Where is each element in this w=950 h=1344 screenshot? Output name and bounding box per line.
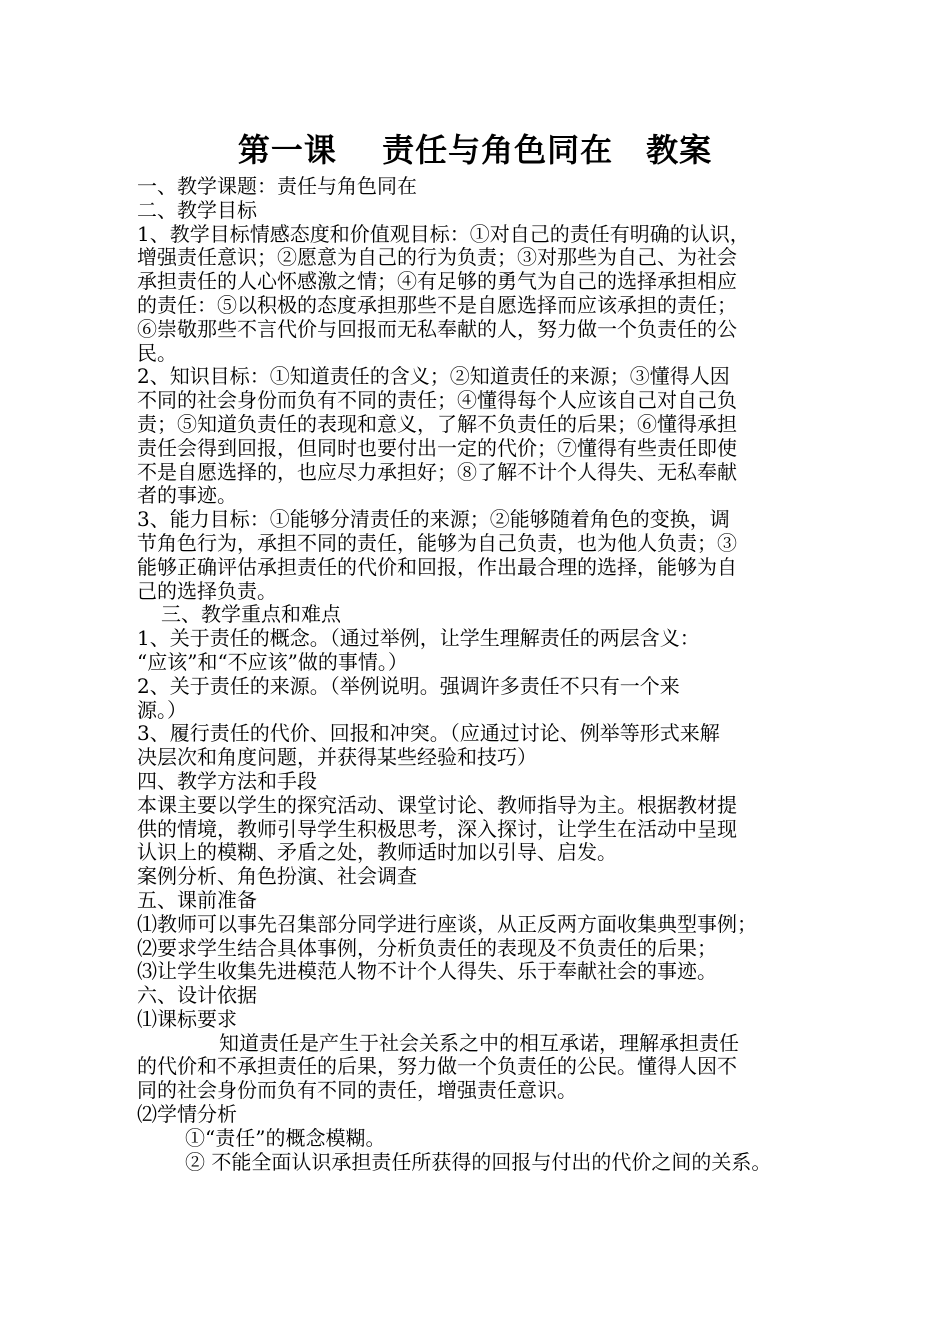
text-line: 2、关于责任的来源。（举例说明。强调许多责任不只有一个来 [137,673,680,698]
text-line: 节角色行为，承担不同的责任，能够为自己负责，也为他人负责；③ [137,530,737,555]
text-line: 2、知识目标：①知道责任的含义；②知道责任的来源；③懂得人因 [137,364,730,389]
text-line: 1、关于责任的概念。（通过举例，让学生理解责任的两层含义： [137,626,700,651]
text-line: 同的社会身份而负有不同的责任，增强责任意识。 [137,1078,577,1103]
text-line: ⑴教师可以事先召集部分同学进行座谈，从正反两方面收集典型事例； [137,911,757,936]
text-line: 决层次和角度问题，并获得某些经验和技巧） [137,745,537,770]
section-heading: 五、课前准备 [137,887,257,912]
text-line: 知道责任是产生于社会关系之中的相互承诺，理解承担责任 [219,1030,739,1055]
page-title: 第一课 责任与角色同在 教案 [237,131,713,169]
text-line: “应该”和“不应该”做的事情。） [137,649,408,674]
subsection-heading: ⑵学情分析 [137,1102,237,1127]
text-line: 责任会得到回报，但同时也要付出一定的代价；⑦懂得有些责任即使 [137,435,737,460]
text-line: 案例分析、角色扮演、社会调查 [137,864,417,889]
section-heading: 一、教学课题：责任与角色同在 [137,174,417,198]
text-line: 的责任：⑤以积极的态度承担那些不是自愿选择而应该承担的责任； [137,292,737,317]
text-line: 本课主要以学生的探究活动、课堂讨论、教师指导为主。根据教材提 [137,792,737,817]
text-line: 3、履行责任的代价、回报和冲突。（应通过讨论、例举等形式来解 [137,721,720,746]
subsection-heading: ⑴课标要求 [137,1006,237,1031]
list-item: ② 不能全面认识承担责任所获得的回报与付出的代价之间的关系。 [185,1149,772,1174]
text-line: 承担责任的人心怀感激之情；④有足够的勇气为自己的选择承担相应 [137,269,737,294]
text-line: 能够正确评估承担责任的代价和回报，作出最合理的选择，能够为自 [137,554,737,579]
text-line: 己的选择负责。 [137,578,277,603]
text-line: 不是自愿选择的，也应尽力承担好；⑧了解不计个人得失、无私奉献 [137,459,737,484]
text-line: 1、教学目标情感态度和价值观目标：①对自己的责任有明确的认识， [137,221,750,246]
text-line: 3、能力目标：①能够分清责任的来源；②能够随着角色的变换，调 [137,507,730,532]
text-line: 民。 [137,340,177,365]
list-item: ①“责任”的概念模糊。 [185,1125,386,1150]
text-line: 的代价和不承担责任的后果，努力做一个负责任的公民。懂得人因不 [137,1054,737,1079]
section-heading: 三、教学重点和难点 [161,602,341,627]
text-line: 认识上的模糊、矛盾之处，教师适时加以引导、启发。 [137,840,617,865]
document-body [137,175,867,1174]
text-line: ⑵要求学生结合具体事例，分析负责任的表现及不负责任的后果； [137,935,717,960]
text-line: 供的情境，教师引导学生积极思考，深入探讨，让学生在活动中呈现 [137,816,737,841]
text-line: 责；⑤知道负责任的表现和意义，了解不负责任的后果；⑥懂得承担 [137,411,737,436]
text-line: 不同的社会身份而负有不同的责任；④懂得每个人应该自己对自己负 [137,388,737,413]
text-line: ⑶让学生收集先进模范人物不计个人得失、乐于奉献社会的事迹。 [137,959,717,984]
text-line: 源。） [137,697,187,722]
section-heading: 二、教学目标 [137,197,257,222]
section-heading: 六、设计依据 [137,983,257,1008]
text-line: 增强责任意识；②愿意为自己的行为负责；③对那些为自己、为社会 [137,245,737,270]
section-heading: 四、教学方法和手段 [137,768,317,793]
text-line: 者的事迹。 [137,483,237,508]
text-line: ⑥崇敬那些不言代价与回报而无私奉献的人，努力做一个负责任的公 [137,316,737,341]
